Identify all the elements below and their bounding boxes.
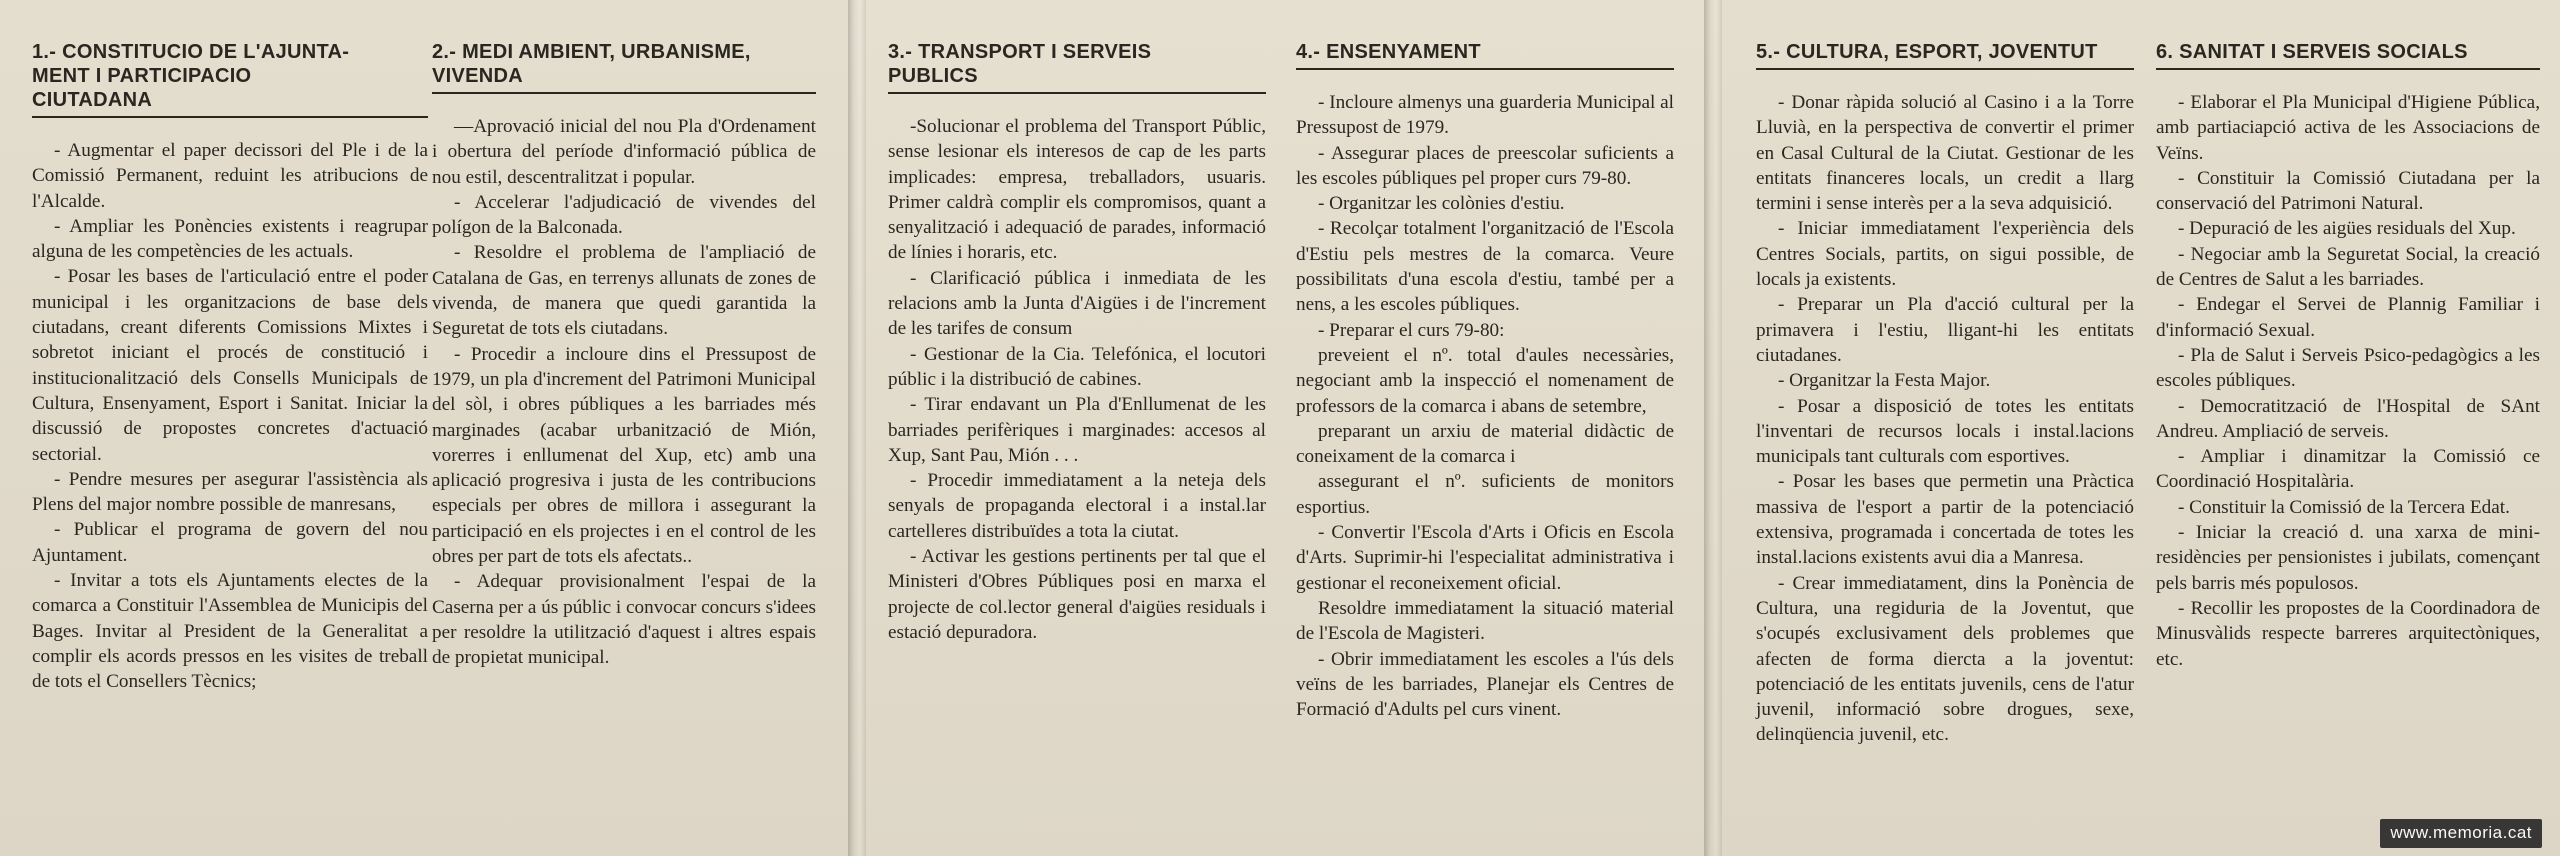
paragraph: - Assegurar places de preescolar suficients a les escoles públiques pel proper curs 79-80.	[1296, 142, 1674, 189]
panel-right	[1704, 0, 2560, 856]
panel-middle	[848, 0, 1704, 856]
paragraph: - Publicar el programa de govern del nou Ajuntament.	[32, 519, 428, 566]
paragraph: - Convertir l'Escola d'Arts i Oficis en Escola d'Arts. Suprimir-hi l'especialitat administrativa i gestionar el reconeixement oficial.	[1296, 522, 1674, 594]
paragraph: - Preparar un Pla d'acció cultural per la primavera i l'estiu, lligant-hi les entitats ciutadanes.	[1756, 294, 2134, 366]
section-body	[888, 114, 1266, 645]
paragraph: - Posar les bases que permetin una Pràctica massiva de l'esport a partir de la potenciació extensiva, programada i concertada de totes les instal.lacions existents avui dia a Manresa.	[1756, 471, 2134, 569]
paragraph: - Activar les gestions pertinents per tal que el Ministeri d'Obres Públiques posi en marxa el projecte de col.lector general d'aigües residuals i estació depuradora.	[888, 546, 1266, 643]
paragraph: - Iniciar immediatament l'experiència dels Centres Socials, partits, on sigui possible, de locals ja existents.	[1756, 218, 2134, 291]
section-body	[432, 114, 816, 671]
section-body	[32, 138, 428, 695]
paragraph: - Ampliar i dinamitzar la Comissió ce Coordinació Hospitalària.	[2156, 446, 2540, 493]
paragraph: - Constituir la Comissió de la Tercera Edat.	[2178, 496, 2510, 518]
paragraph: - Constituir la Comissió Ciutadana per la conservació del Patrimoni Natural.	[2156, 167, 2540, 215]
paragraph: -Solucionar el problema del Transport Públic, sense lesionar els interesos de cap de les parts implicades: empresa, treballadors, usuaris. Primer caldrà complir els compromisos, quant a senyalització i adequació de parades, informació de línies i horaris, etc.	[888, 116, 1266, 264]
paragraph: - Incloure almenys una guarderia Municipal al Pressupost de 1979.	[1296, 92, 1674, 139]
section-heading: 4.- ENSENYAMENT	[1296, 40, 1674, 70]
section-heading: 5.- CULTURA, ESPORT, JOVENTUT	[1756, 40, 2134, 70]
paragraph: - Pla de Salut i Serveis Psico-pedagògics a les escoles públiques.	[2156, 344, 2540, 392]
section-body	[2156, 90, 2540, 672]
fold-line	[848, 0, 866, 856]
paragraph: - Augmentar el paper decissori del Ple i de la Comissió Permanent, reduint les atribucions de l'Alcalde.	[32, 140, 428, 212]
source-watermark: www.memoria.cat	[2380, 819, 2542, 848]
paragraph: - Iniciar la creació d. una xarxa de mini-residències per pensionistes i jubilats, començant pels barris més populosos.	[2156, 522, 2540, 594]
paragraph: - Depuració de les aigües residuals del Xup.	[2178, 218, 2516, 240]
paragraph: - Ampliar les Ponències existents i reagrupar alguna de les competències de les actuals.	[32, 215, 428, 263]
section-body	[1296, 90, 1674, 722]
section-2	[432, 40, 816, 671]
paragraph: Resoldre immediatament la situació material de l'Escola de Magisteri.	[1296, 597, 1674, 645]
section-6	[2156, 40, 2540, 672]
section-heading: 6. SANITAT I SERVEIS SOCIALS	[2156, 40, 2540, 70]
section-body	[1756, 90, 2134, 748]
paragraph: - Endegar el Servei de Plannig Familiar i d'informació Sexual.	[2156, 294, 2540, 341]
paragraph: - Donar ràpida solució al Casino i a la Torre Lluvià, en la perspectiva de convertir el primer en Casal Cultural de la Ciutat. Gestionar de les entitats financeres locals, un credit a llarg termini i sense interès per a la seva adquisició.	[1756, 92, 2134, 215]
section-heading: 3.- TRANSPORT I SERVEIS PUBLICS	[888, 40, 1266, 94]
paragraph: - Elaborar el Pla Municipal d'Higiene Pública, amb partiaciapció activa de les Associacions de Veïns.	[2156, 92, 2540, 164]
paragraph: - Negociar amb la Seguretat Social, la creació de Centres de Salut a les barriades.	[2156, 243, 2540, 291]
panel-left	[0, 0, 848, 856]
paragraph: - Organitzar la Festa Major.	[1778, 370, 1991, 392]
section-1	[32, 40, 428, 695]
paragraph: - Democratització de l'Hospital de SAnt Andreu. Ampliació de serveis.	[2156, 395, 2540, 442]
paragraph: assegurant el nº. suficients de monitors esportius.	[1296, 471, 1674, 518]
paragraph: - Adequar provisionalment l'espai de la Caserna per a ús públic i convocar concurs s'idees per resoldre la utilització d'aquest i altres espais de propietat municipal.	[432, 571, 816, 669]
paragraph: - Recollir les propostes de la Coordinadora de Minusvàlids respecte barreres arquitectòniques, etc.	[2156, 597, 2540, 670]
section-heading: 2.- MEDI AMBIENT, URBANISME, VIVENDA	[432, 40, 816, 94]
section-5	[1756, 40, 2134, 748]
paragraph: - Tirar endavant un Pla d'Enllumenat de les barriades perifèriques i marginades: accesos al Xup, Sant Pau, Mión . . .	[888, 394, 1266, 466]
paragraph: - Posar les bases de l'articulació entre el poder municipal i les organitzacions de base dels ciutadans, creant diferents Comissions Mixtes i sobretot iniciant el procés de constitució i institucionalització dels Consells Municipals de Cultura, Ensenyament, Esport i Sanitat. Iniciar la discussió de propostes concretes d'actuació sectorial.	[32, 266, 428, 465]
paragraph: preveient el nº. total d'aules necessàries, negociant amb la inspecció el nomenament de professors de la comarca i abans de setembre,	[1296, 344, 1674, 417]
paragraph: - Preparar el curs 79-80:	[1318, 319, 1505, 341]
section-4	[1296, 40, 1674, 722]
paragraph: - Posar a disposició de totes les entitats l'inventari de recursos locals i instal.lacions municipals tant culturals com esportives.	[1756, 395, 2134, 468]
paragraph: - Procedir a incloure dins el Pressupost de 1979, un pla d'increment del Patrimoni Municipal del sòl, i obres públiques a les barriades més marginades (acabar urbanització de Mión, vorerres i enllumenat del Xup, etc) amb una aplicació progresiva i justa de les contribucions especials per obres de millora i assegurant la participació en els projectes i en el control de les obres per part de tots els afectats..	[432, 343, 816, 568]
paragraph: - Organitzar les colònies d'estiu.	[1318, 193, 1565, 215]
paragraph: - Invitar a tots els Ajuntaments electes de la comarca a Constituir l'Assemblea de Municipis del Bages. Invitar al President de la Generalitat a complir els acords pressos en les visites de treball de tots el Consellers Tècnics;	[32, 570, 428, 693]
paragraph: - Accelerar l'adjudicació de vivendes del polígon de la Balconada.	[432, 191, 816, 239]
paragraph: - Recolçar totalment l'organització de l'Escola d'Estiu pels mestres de la comarca. Veure possibilitats d'una escola d'estiu, també per a nens, a les escoles públiques.	[1296, 218, 1674, 316]
paragraph: - Crear immediatament, dins la Ponència de Cultura, una regiduria de la Joventut, que s'ocupés exclusivament dels problemes que afecten de forma diercta a la joventut: potenciació de les entitats juvenils, cens de l'atur juvenil, informació sobre drogues, sexe, delinqüencia juvenil, etc.	[1756, 572, 2134, 746]
paragraph: - Pendre mesures per asegurar l'assistència als Plens del major nombre possible de manresans,	[32, 468, 428, 516]
paragraph: —Aprovació inicial del nou Pla d'Ordenament i obertura del període d'informació pública de nou estil, descentralitzat i popular.	[432, 116, 816, 188]
paragraph: - Resoldre el problema de l'ampliació de Catalana de Gas, en terrenys allunats de zones de vivenda, de manera que quedi garantida la Seguretat de tots els ciutadans.	[432, 242, 816, 340]
section-3	[888, 40, 1266, 645]
section-heading: 1.- CONSTITUCIO DE L'AJUNTA- MENT I PARTICIPACIO CIUTADANA	[32, 40, 428, 118]
fold-line	[1704, 0, 1722, 856]
paragraph: - Procedir immediatament a la neteja dels senyals de propaganda electoral i a instal.lar cartelleres distribuïdes a tota la ciutat.	[888, 470, 1266, 542]
paragraph: - Gestionar de la Cia. Telefónica, el locutori públic i la distribució de cabines.	[888, 343, 1266, 390]
paragraph: - Obrir immediatament les escoles a l'ús dels veïns de les barriades, Planejar els Centres de Formació d'Adults pel curs vinent.	[1296, 648, 1674, 721]
paragraph: preparant un arxiu de material didàctic de coneixament de la comarca i	[1296, 420, 1674, 468]
paragraph: - Clarificació pública i inmediata de les relacions amb la Junta d'Aigües i de l'increment de les tarifes de consum	[888, 267, 1266, 340]
